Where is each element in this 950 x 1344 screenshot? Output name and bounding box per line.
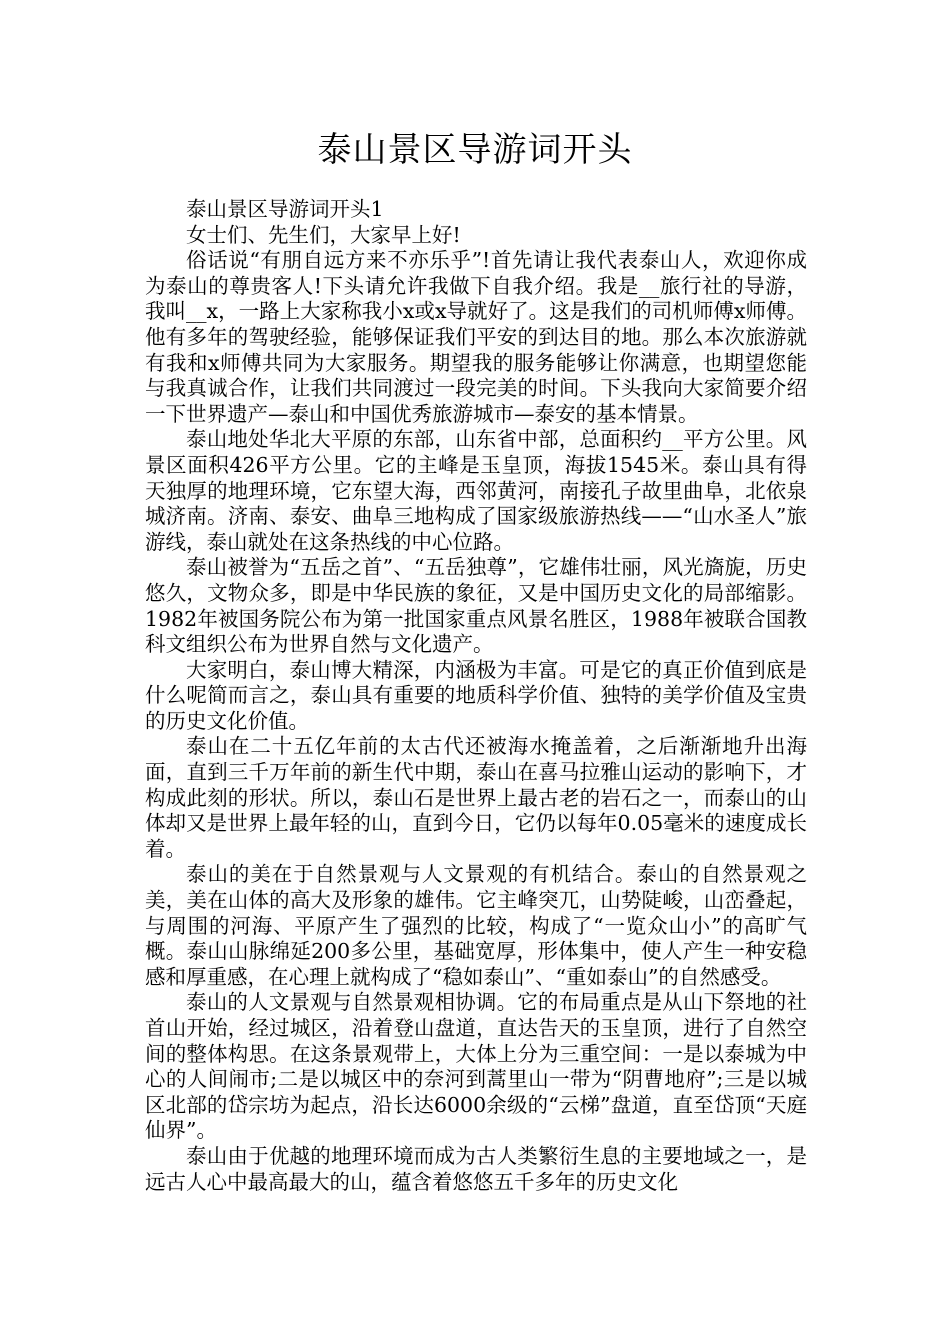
paragraph-subtitle: 泰山景区导游词开头1: [186, 197, 384, 221]
paragraph-natural-beauty: 泰山的美在于自然景观与人文景观的有机结合。泰山的自然景观之美，美在山体的高大及形象的雄伟。它主峰突兀，山势陡峻，山峦叠起，与周围的河海、平原产生了强烈的比较，构成了“一览众山小”的高旷气概。泰山山脉绵延200多公里，基础宽厚，形体集中，使人产生一种安稳感和厚重感，在心理上就构成了“稳如泰山”、“重如泰山”的自然感受。: [145, 862, 807, 989]
paragraph-greeting: 女士们、先生们，大家早上好!: [186, 222, 461, 247]
document-title: 泰山景区导游词开头: [317, 130, 633, 170]
paragraph-value: 大家明白，泰山博大精深，内涵极为丰富。可是它的真正价值到底是什么呢简而言之，泰山具有重要的地质科学价值、独特的美学价值及宝贵的历史文化价值。: [145, 657, 807, 733]
paragraph-geography: 泰山地处华北大平原的东部，山东省中部，总面积约__平方公里。风景区面积426平方公里。它的主峰是玉皇顶，海拔1545米。泰山具有得天独厚的地理环境，它东望大海，西邻黄河，南接孔子故里曲阜，北依泉城济南。济南、泰安、曲阜三地构成了国家级旅游热线——“山水圣人”旅游线，泰山就处在这条热线的中心位路。: [145, 427, 807, 554]
paragraph-geology: 泰山在二十五亿年前的太古代还被海水掩盖着，之后渐渐地升出海面，直到三千万年前的新生代中期，泰山在喜马拉雅山运动的影响下，才构成此刻的形状。所以，泰山石是世界上最古老的岩石之一，而泰山的山体却又是世界上最年轻的山，直到今日，它仍以每年0.05毫米的速度成长着。: [145, 734, 807, 861]
paragraph-history: 泰山由于优越的地理环境而成为古人类繁衍生息的主要地域之一，是远古人心中最高最大的山，蕴含着悠悠五千多年的历史文化: [145, 1143, 807, 1194]
document-body: [145, 197, 807, 1195]
paragraph-introduction: 俗话说“有朋自远方来不亦乐乎”!首先请让我代表泰山人，欢迎你成为泰山的尊贵客人!下头请允许我做下自我介绍。我是__旅行社的导游，我叫__x，一路上大家称我小x或x导就好了。这是我们的司机师傅x师傅。他有多年的驾驶经验，能够保证我们平安的到达目的地。那么本次旅游就有我和x师傅共同为大家服务。期望我的服务能够让你满意，也期望您能与我真诚合作，让我们共同渡过一段完美的时间。下头我向大家简要介绍一下世界遗产—泰山和中国优秀旅游城市—泰安的基本情景。: [145, 248, 807, 426]
paragraph-reputation: 泰山被誉为“五岳之首”、“五岳独尊”，它雄伟壮丽，风光旖旎，历史悠久，文物众多，即是中华民族的象征，又是中国历史文化的局部缩影。1982年被国务院公布为第一批国家重点风景名胜区，1988年被联合国教科文组织公布为世界自然与文化遗产。: [145, 555, 807, 657]
paragraph-cultural-landscape: 泰山的人文景观与自然景观相协调。它的布局重点是从山下祭地的社首山开始，经过城区，沿着登山盘道，直达告天的玉皇顶，进行了自然空间的整体构思。在这条景观带上，大体上分为三重空间：一是以泰城为中心的人间闹市;二是以城区中的奈河到蒿里山一带为“阴曹地府”;三是以城区北部的岱宗坊为起点，沿长达6000余级的“云梯”盘道，直至岱顶“天庭仙界”。: [145, 990, 807, 1143]
